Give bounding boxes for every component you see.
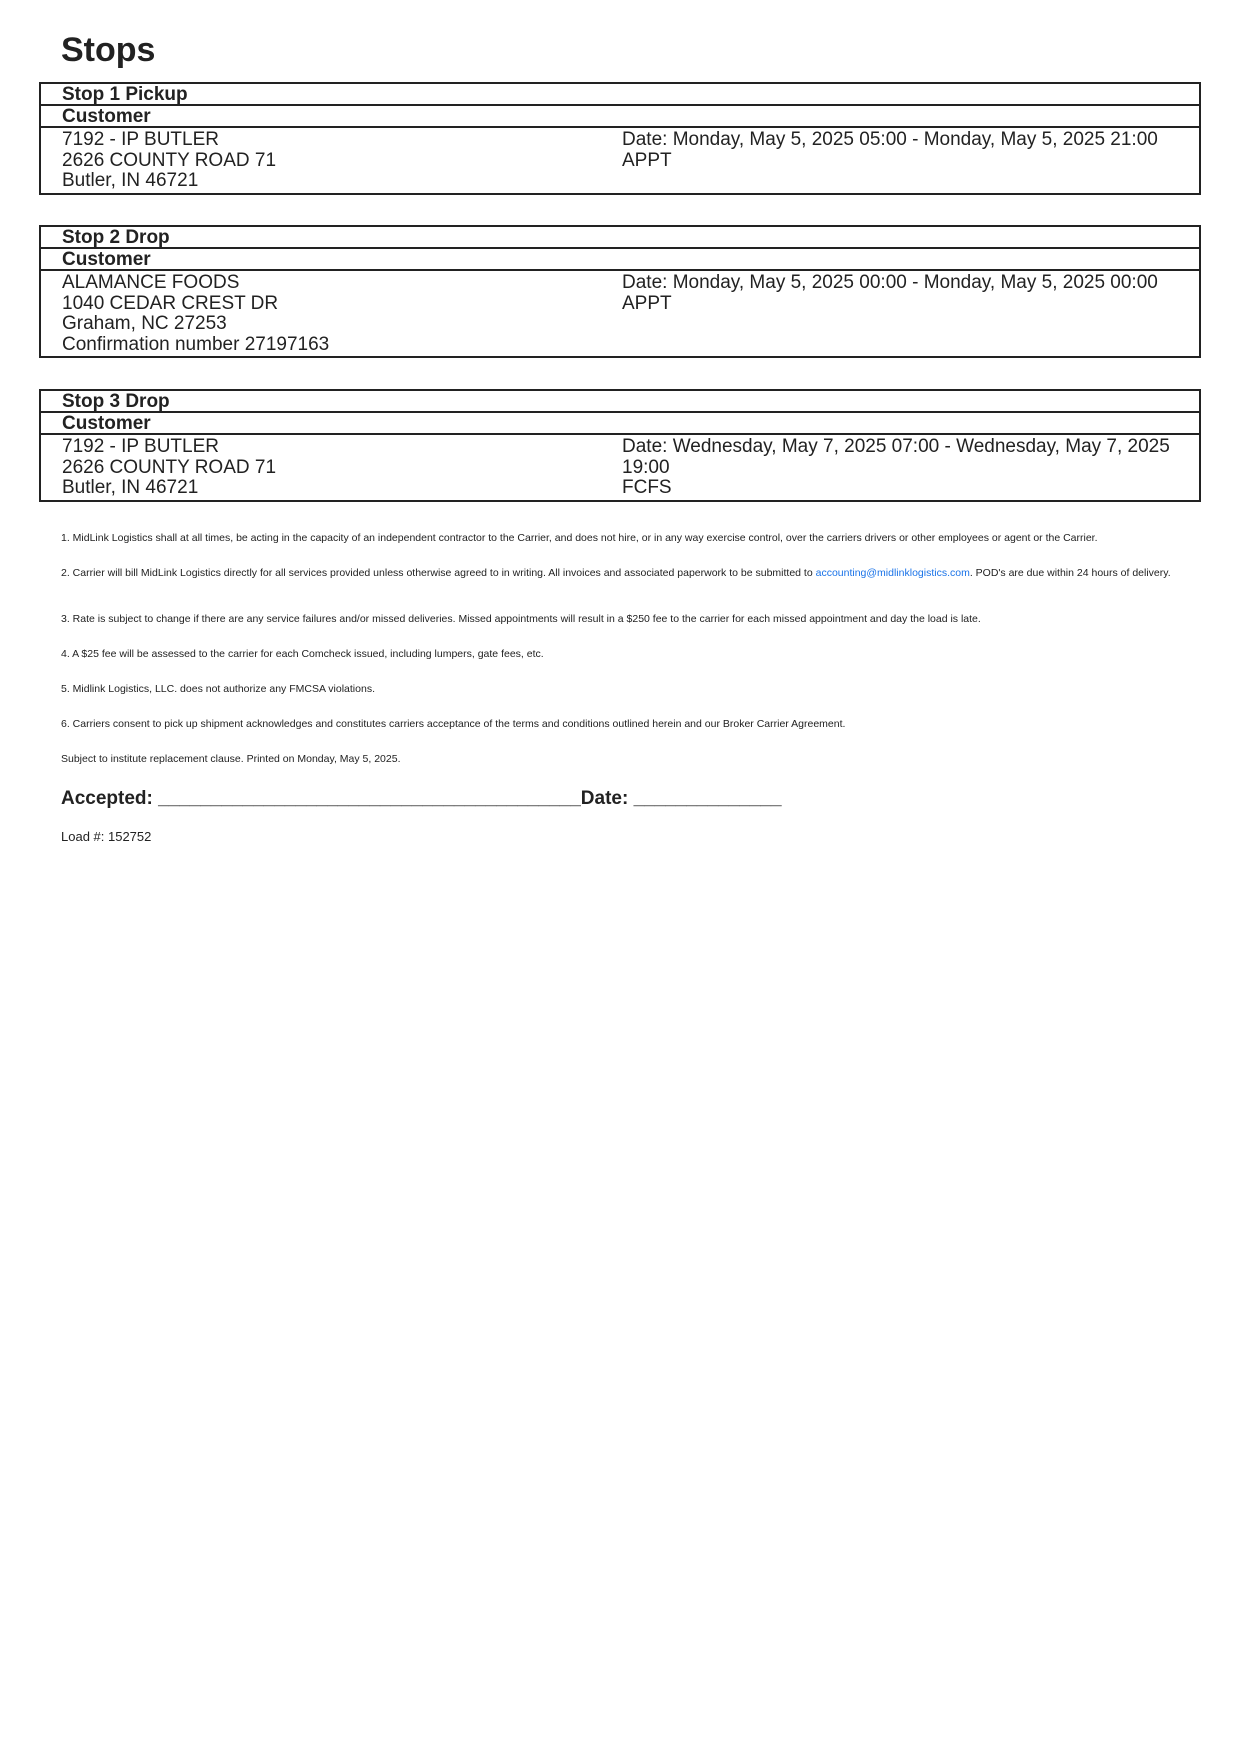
address-line: 7192 - IP BUTLER — [62, 436, 220, 457]
stop-title: Stop 1 Pickup — [41, 84, 1199, 106]
stop-schedule — [622, 130, 1199, 192]
address-line: Confirmation number 27197163 — [62, 333, 330, 355]
term-1: 1. MidLink Logistics shall at all times, be acting in the capacity of an independent contractor to the Carrier, and does not hire, or in any way exercise control, over the carriers drivers or other employees or agent or the Carrier. — [61, 532, 1098, 544]
appointment-type: APPT — [622, 292, 672, 314]
address-line: 7192 - IP BUTLER — [62, 129, 220, 150]
stop-table-3 — [39, 389, 1201, 502]
term-5: 5. Midlink Logistics, LLC. does not authorize any FMCSA violations. — [61, 683, 375, 695]
stop-table-1 — [39, 82, 1201, 195]
stop-date: Date: Monday, May 5, 2025 00:00 - Monday, May 5, 2025 00:00 — [622, 272, 1158, 293]
stop-title: Stop 3 Drop — [41, 391, 1199, 413]
address-line: Graham, NC 27253 — [62, 313, 227, 334]
term-2 — [61, 568, 1181, 579]
term-3: 3. Rate is subject to change if there are any service failures and/or missed deliveries. Missed appointments will result in a $250 fee to the carrier for each missed appointment and day the load is late. — [61, 613, 981, 625]
stop-address — [41, 273, 622, 355]
address-line: 2626 COUNTY ROAD 71 — [62, 149, 277, 171]
stop-details — [41, 271, 1199, 356]
load-number: Load #: 152752 — [61, 829, 152, 844]
stop-date: Date: Monday, May 5, 2025 05:00 - Monday, May 5, 2025 21:00 — [622, 129, 1158, 150]
stop-table-2 — [39, 225, 1201, 358]
appointment-type: FCFS — [622, 477, 672, 498]
address-line: ALAMANCE FOODS — [62, 272, 240, 293]
printed-note: Subject to institute replacement clause. Printed on Monday, May 5, 2025. — [61, 753, 401, 765]
appointment-type: APPT — [622, 149, 672, 171]
stop-section-label: Customer — [41, 249, 1199, 271]
term-2-text: 2. Carrier will bill MidLink Logistics directly for all services provided unless otherwise agreed to in writing. All invoices and associated paperwork to be submitted to — [61, 567, 816, 579]
page-title: Stops — [61, 31, 156, 69]
term-4: 4. A $25 fee will be assessed to the carrier for each Comcheck issued, including lumpers, gate fees, etc. — [61, 648, 544, 660]
stop-date: Date: Wednesday, May 7, 2025 07:00 - Wednesday, May 7, 2025 19:00 — [622, 436, 1176, 478]
accepted-signature-line: Accepted: ________________________________________Date: ______________ — [61, 788, 782, 809]
term-6: 6. Carriers consent to pick up shipment acknowledges and constitutes carriers acceptance of the terms and conditions outlined herein and our Broker Carrier Agreement. — [61, 718, 846, 730]
address-line: 2626 COUNTY ROAD 71 — [62, 456, 277, 478]
address-line: Butler, IN 46721 — [62, 477, 199, 498]
stop-schedule — [622, 437, 1199, 499]
accounting-email-link[interactable]: accounting@midlinklogistics.com — [815, 567, 970, 579]
stop-section-label: Customer — [41, 413, 1199, 435]
address-line: Butler, IN 46721 — [62, 170, 199, 191]
stop-schedule — [622, 273, 1199, 355]
term-2-text-end: . POD's are due within 24 hours of delivery. — [969, 567, 1171, 579]
stop-title: Stop 2 Drop — [41, 227, 1199, 249]
stop-section-label: Customer — [41, 106, 1199, 128]
stop-address — [41, 130, 622, 192]
stop-details — [41, 128, 1199, 193]
stop-address — [41, 437, 622, 499]
stop-details — [41, 435, 1199, 500]
address-line: 1040 CEDAR CREST DR — [62, 292, 279, 314]
